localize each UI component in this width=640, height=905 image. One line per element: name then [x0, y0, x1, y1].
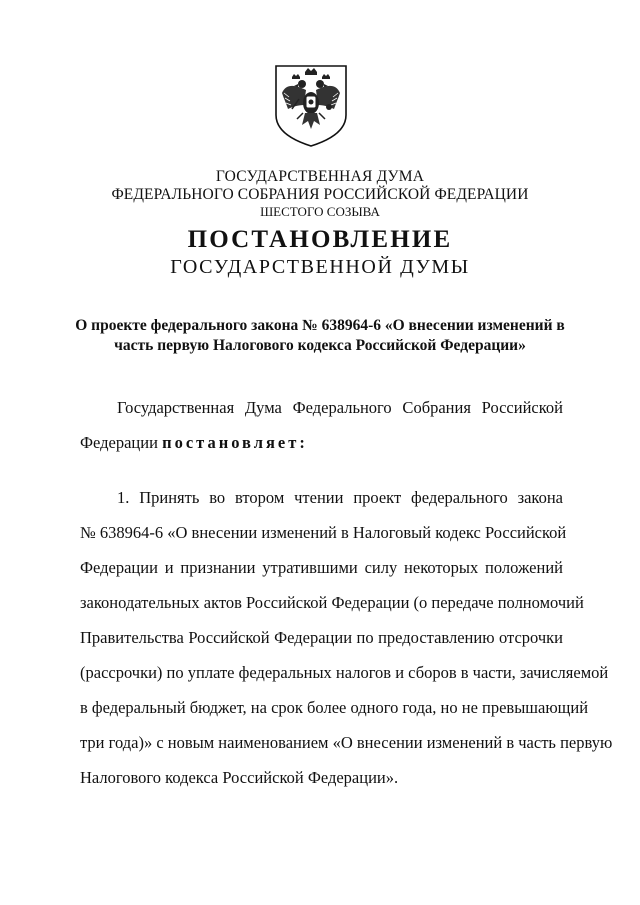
preamble-line	[80, 433, 563, 453]
clause-line: № 638964-6 «О внесении изменений в Налоговый кодекс Российской	[80, 523, 567, 542]
convocation-line: ШЕСТОГО СОЗЫВА	[260, 204, 380, 219]
clause-line: Налогового кодекса Российской Федерации».	[80, 768, 399, 787]
preamble-line: Государственная Дума Федерального Собрания Российской	[117, 398, 563, 417]
document-title: ПОСТАНОВЛЕНИЕ	[187, 226, 453, 253]
issuer-line-federal-assembly: ФЕДЕРАЛЬНОГО СОБРАНИЯ РОССИЙСКОЙ ФЕДЕРАЦИИ	[111, 186, 529, 203]
clause-line: 1. Принять во втором чтении проект федерального закона	[117, 488, 563, 507]
subject-line: О проекте федерального закона № 638964-6 «О внесении изменений в	[75, 317, 565, 334]
clause-line: (рассрочки) по уплате федеральных налогов и сборов в части, зачисляемой	[80, 663, 609, 682]
clause-line: три года)» с новым наименованием «О внесении изменений в часть первую	[80, 733, 613, 752]
clause-line: законодательных актов Российской Федерации (о передаче полномочий	[80, 593, 584, 612]
subject-line: часть первую Налогового кодекса Российской Федерации»	[114, 337, 526, 354]
coat-of-arms-icon	[272, 63, 350, 149]
document-subtitle: ГОСУДАРСТВЕННОЙ ДУМЫ	[170, 256, 470, 278]
clause-line: Правительства Российской Федерации по предоставлению отсрочки	[80, 628, 563, 647]
clause-line: Федерации и признании утратившими силу некоторых положений	[80, 558, 563, 577]
issuer-line-duma: ГОСУДАРСТВЕННАЯ ДУМА	[215, 168, 425, 185]
subject-heading	[60, 316, 580, 356]
clause-line: в федеральный бюджет, на срок более одного года, но не превышающий	[80, 698, 589, 717]
resolution-verb: постановляет:	[162, 433, 308, 452]
preamble-text: Федерации	[80, 433, 158, 452]
